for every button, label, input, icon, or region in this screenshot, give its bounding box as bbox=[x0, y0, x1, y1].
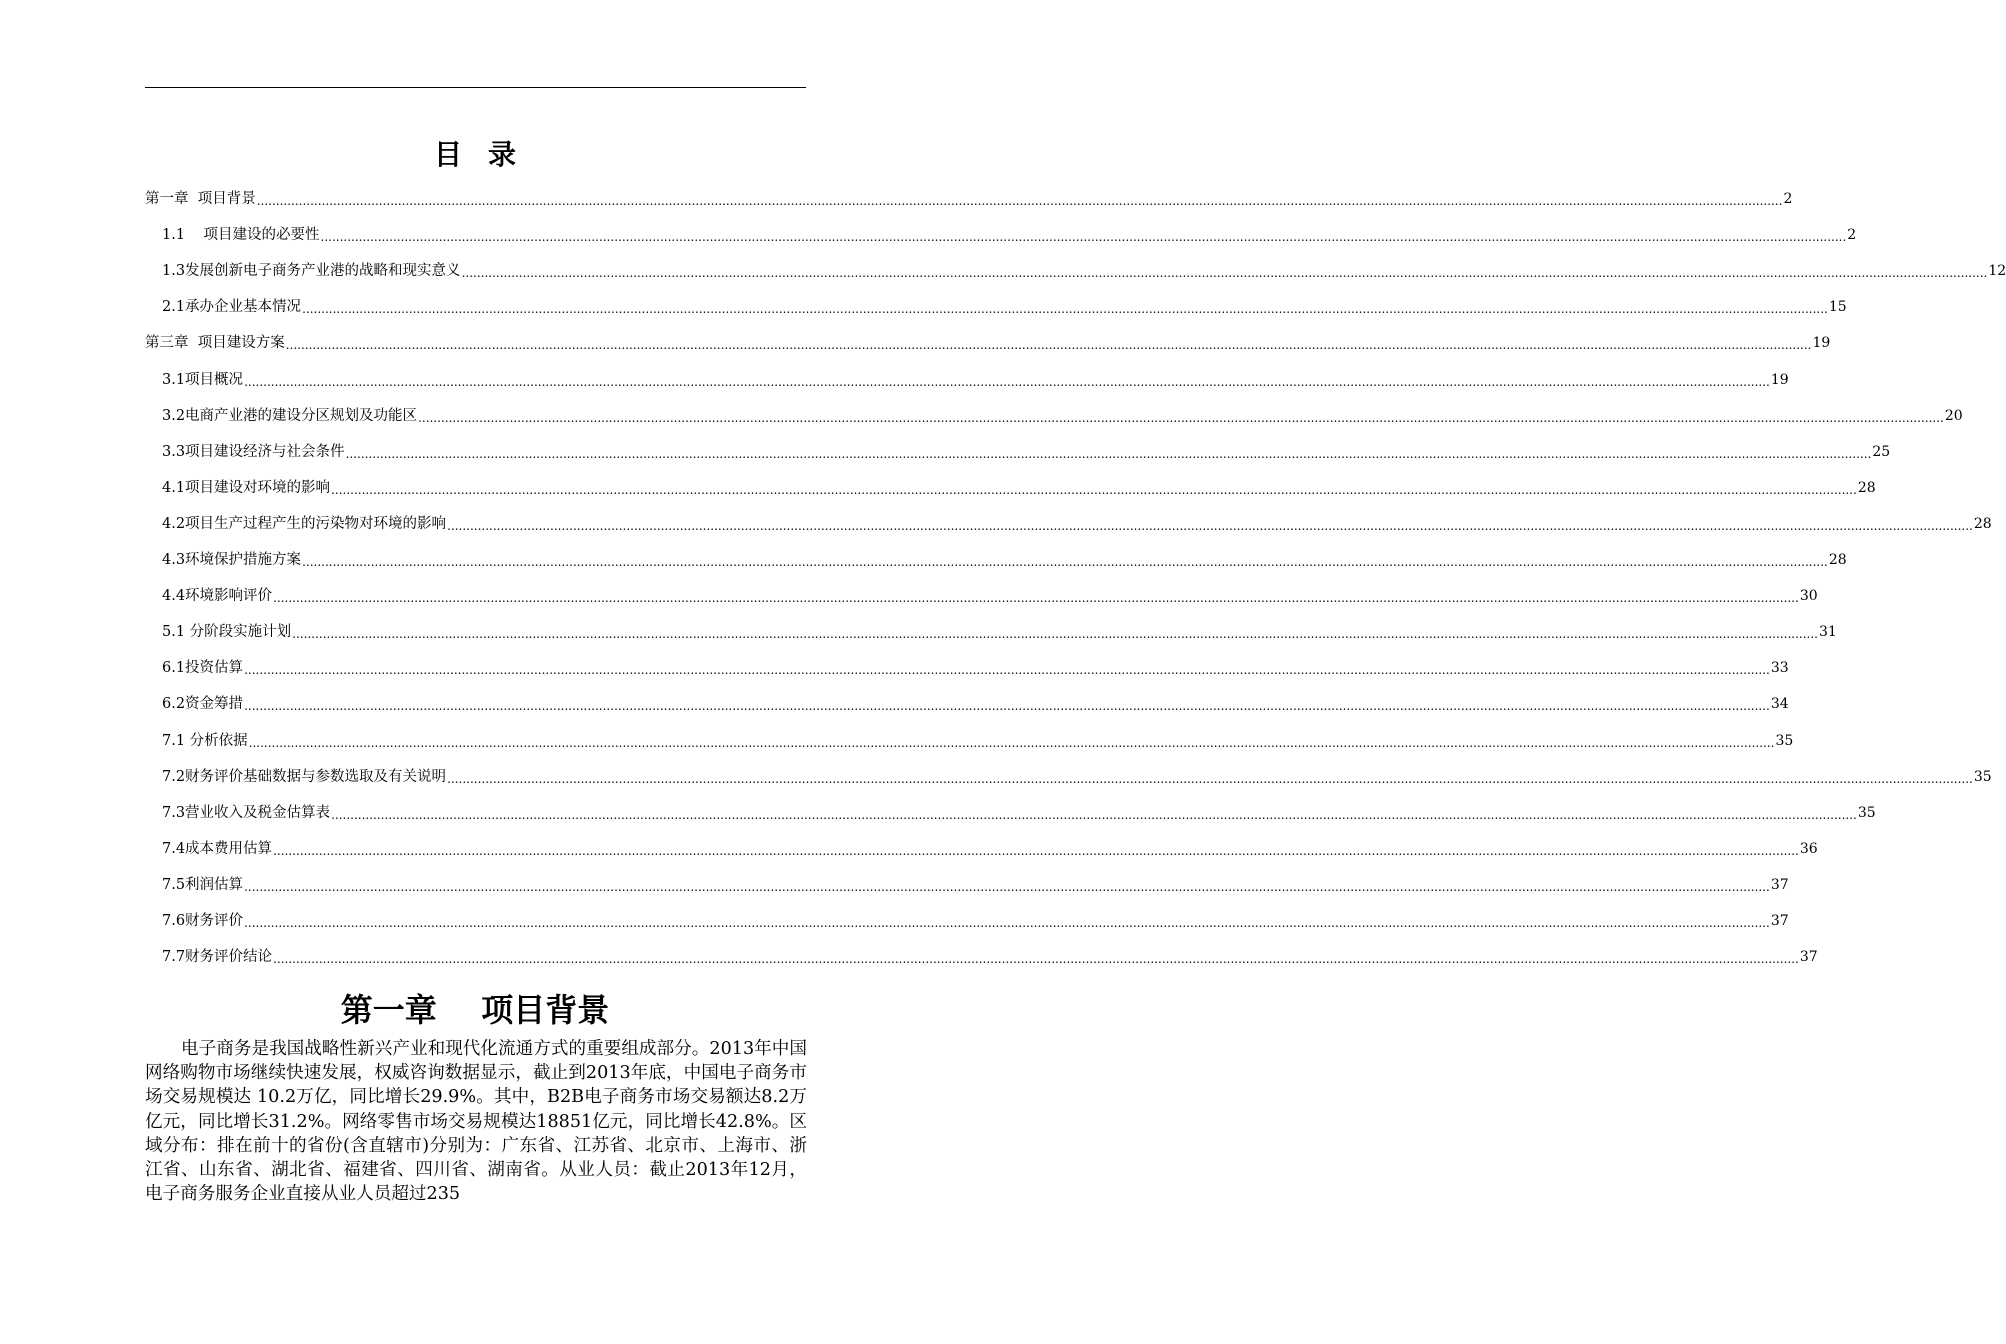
toc-entry-label: 第三章 项目建设方案 bbox=[145, 335, 285, 352]
toc-leader-dots: ................................................................................................................................................................................................................................................................................................................................................................................................................ bbox=[461, 266, 1988, 281]
toc-entry-label: 1.3发展创新电子商务产业港的战略和现实意义 bbox=[162, 263, 461, 280]
toc-entry-page: 34 bbox=[1770, 696, 1789, 713]
toc-entry[interactable] bbox=[162, 369, 1789, 391]
toc-entry[interactable] bbox=[162, 946, 1818, 968]
toc-entry-page: 28 bbox=[1857, 479, 1876, 496]
toc-leader-dots: ................................................................................................................................................................................................................................................................................................................................................................................................................ bbox=[273, 952, 1799, 967]
toc-leader-dots: ................................................................................................................................................................................................................................................................................................................................................................................................................ bbox=[447, 771, 1973, 786]
toc-entry-page: 36 bbox=[1799, 840, 1818, 857]
toc-entry[interactable] bbox=[162, 802, 1876, 824]
toc-leader-dots: ................................................................................................................................................................................................................................................................................................................................................................................................................ bbox=[302, 302, 1828, 317]
toc-entry[interactable] bbox=[162, 657, 1789, 679]
toc-entry[interactable] bbox=[162, 693, 1789, 715]
toc-leader-dots: ................................................................................................................................................................................................................................................................................................................................................................................................................ bbox=[256, 194, 1783, 208]
toc-leader-dots: ................................................................................................................................................................................................................................................................................................................................................................................................................ bbox=[331, 482, 1857, 497]
toc-entry-page: 25 bbox=[1872, 443, 1891, 460]
toc-entry-label: 3.2电商产业港的建设分区规划及功能区 bbox=[162, 407, 418, 424]
toc-entry-page: 35 bbox=[1775, 732, 1794, 749]
toc-entry-page: 2 bbox=[1847, 227, 1857, 244]
toc-entry[interactable] bbox=[162, 477, 1876, 499]
toc-entry-page: 28 bbox=[1828, 552, 1847, 568]
toc-leader-dots: ................................................................................................................................................................................................................................................................................................................................................................................................................ bbox=[345, 446, 1872, 461]
toc-entry[interactable] bbox=[162, 405, 1963, 427]
toc-entry-page: 37 bbox=[1799, 949, 1818, 966]
toc-entry[interactable] bbox=[162, 585, 1818, 607]
toc-entry[interactable] bbox=[162, 549, 1847, 571]
toc-entry-page: 37 bbox=[1770, 913, 1789, 929]
toc-entry-label: 4.3环境保护措施方案 bbox=[162, 552, 302, 568]
toc-entry[interactable] bbox=[162, 910, 1789, 932]
toc-entry-page: 12 bbox=[1988, 263, 2006, 280]
toc-entry-label: 7.4成本费用估算 bbox=[162, 840, 273, 857]
toc-entry-page: 35 bbox=[1973, 768, 1992, 785]
toc-entry[interactable] bbox=[162, 260, 2006, 282]
toc-entry-label: 7.7财务评价结论 bbox=[162, 949, 273, 966]
chapter-title: 第一章 项目背景 bbox=[340, 991, 610, 1029]
toc-entry-label: 7.6财务评价 bbox=[162, 913, 244, 929]
toc-entry-page: 15 bbox=[1828, 299, 1847, 316]
toc-entry-page: 33 bbox=[1770, 660, 1789, 677]
toc-leader-dots: ................................................................................................................................................................................................................................................................................................................................................................................................................ bbox=[331, 807, 1857, 822]
toc-leader-dots: ................................................................................................................................................................................................................................................................................................................................................................................................................ bbox=[320, 230, 1847, 245]
toc-entry[interactable] bbox=[162, 513, 1992, 535]
toc-entry-label: 1.1 项目建设的必要性 bbox=[162, 227, 320, 244]
toc-entry[interactable] bbox=[162, 296, 1847, 318]
toc-leader-dots: ................................................................................................................................................................................................................................................................................................................................................................................................................ bbox=[244, 879, 1770, 894]
toc-entry-label: 3.1项目概况 bbox=[162, 371, 244, 388]
toc-entry[interactable] bbox=[162, 766, 1992, 788]
toc-entry[interactable] bbox=[162, 730, 1794, 752]
toc-entry[interactable] bbox=[162, 838, 1818, 860]
toc-entry-label: 3.3项目建设经济与社会条件 bbox=[162, 443, 345, 460]
toc-title: 目录 bbox=[433, 138, 542, 171]
toc-leader-dots: ................................................................................................................................................................................................................................................................................................................................................................................................................ bbox=[273, 843, 1799, 858]
toc-entry-page: 28 bbox=[1973, 515, 1992, 532]
toc-entry-label: 6.2资金筹措 bbox=[162, 696, 244, 713]
toc-entry[interactable] bbox=[162, 441, 1891, 463]
toc-entry-label: 2.1承办企业基本情况 bbox=[162, 299, 302, 316]
toc-entry-label: 4.4环境影响评价 bbox=[162, 588, 273, 605]
toc-entry[interactable] bbox=[162, 874, 1789, 896]
toc-entry-label: 7.5利润估算 bbox=[162, 876, 244, 893]
toc-leader-dots: ................................................................................................................................................................................................................................................................................................................................................................................................................ bbox=[244, 663, 1770, 678]
toc-entry-page: 30 bbox=[1799, 588, 1818, 605]
toc-leader-dots: ................................................................................................................................................................................................................................................................................................................................................................................................................ bbox=[447, 518, 1973, 533]
toc-leader-dots: ................................................................................................................................................................................................................................................................................................................................................................................................................ bbox=[244, 916, 1770, 930]
toc-leader-dots: ................................................................................................................................................................................................................................................................................................................................................................................................................ bbox=[248, 735, 1775, 750]
toc-leader-dots: ................................................................................................................................................................................................................................................................................................................................................................................................................ bbox=[292, 627, 1818, 642]
body-paragraph: 电子商务是我国战略性新兴产业和现代化流通方式的重要组成部分。2013年中国网络购物市场继续快速发展，权威咨询数据显示，截止到2013年底，中国电子商务市场交易规模达 10.2万亿，同比增长29.9%。其中，B2B电子商务市场交易额达8.2万亿元，同比增长31.2%。网络零售市场交易规模达18851亿元，同比增长42.8%。区域分布：排在前十的省份(含直辖市)分别为：广东省、江苏省、北京市、上海市、浙江省、山东省、湖北省、福建省、四川省、湖南省。从业人员：截止2013年12月，电子商务服务企业直接从业人员超过235 bbox=[145, 1039, 807, 1205]
toc-leader-dots: ................................................................................................................................................................................................................................................................................................................................................................................................................ bbox=[302, 555, 1828, 569]
toc-entry-label: 7.2财务评价基础数据与参数选取及有关说明 bbox=[162, 768, 447, 785]
toc-entry-label: 7.1 分析依据 bbox=[162, 732, 248, 749]
toc-leader-dots: ................................................................................................................................................................................................................................................................................................................................................................................................................ bbox=[244, 374, 1770, 389]
toc-entry[interactable] bbox=[162, 621, 1837, 643]
toc-leader-dots: ................................................................................................................................................................................................................................................................................................................................................................................................................ bbox=[273, 591, 1799, 606]
toc-entry-page: 20 bbox=[1944, 407, 1963, 424]
toc-entry-label: 7.3营业收入及税金估算表 bbox=[162, 804, 331, 821]
toc-entry-page: 2 bbox=[1783, 191, 1793, 207]
toc-leader-dots: ................................................................................................................................................................................................................................................................................................................................................................................................................ bbox=[285, 338, 1812, 353]
toc-entry-label: 第一章 项目背景 bbox=[145, 191, 256, 207]
header-rule bbox=[145, 87, 806, 88]
toc-entry-page: 35 bbox=[1857, 804, 1876, 821]
toc-entry-label: 5.1 分阶段实施计划 bbox=[162, 624, 292, 641]
toc-entry[interactable] bbox=[162, 224, 1857, 246]
toc-entry-page: 19 bbox=[1812, 335, 1831, 352]
toc-entry[interactable] bbox=[145, 332, 1831, 354]
toc-entry-label: 6.1投资估算 bbox=[162, 660, 244, 677]
toc-entry-label: 4.2项目生产过程产生的污染物对环境的影响 bbox=[162, 515, 447, 532]
toc-entry-page: 19 bbox=[1770, 371, 1789, 388]
toc-entry-page: 31 bbox=[1818, 624, 1837, 641]
toc-entry[interactable] bbox=[145, 188, 1793, 210]
toc-entry-page: 37 bbox=[1770, 876, 1789, 893]
toc-leader-dots: ................................................................................................................................................................................................................................................................................................................................................................................................................ bbox=[418, 410, 1944, 425]
toc-leader-dots: ................................................................................................................................................................................................................................................................................................................................................................................................................ bbox=[244, 699, 1770, 714]
toc-entry-label: 4.1项目建设对环境的影响 bbox=[162, 479, 331, 496]
